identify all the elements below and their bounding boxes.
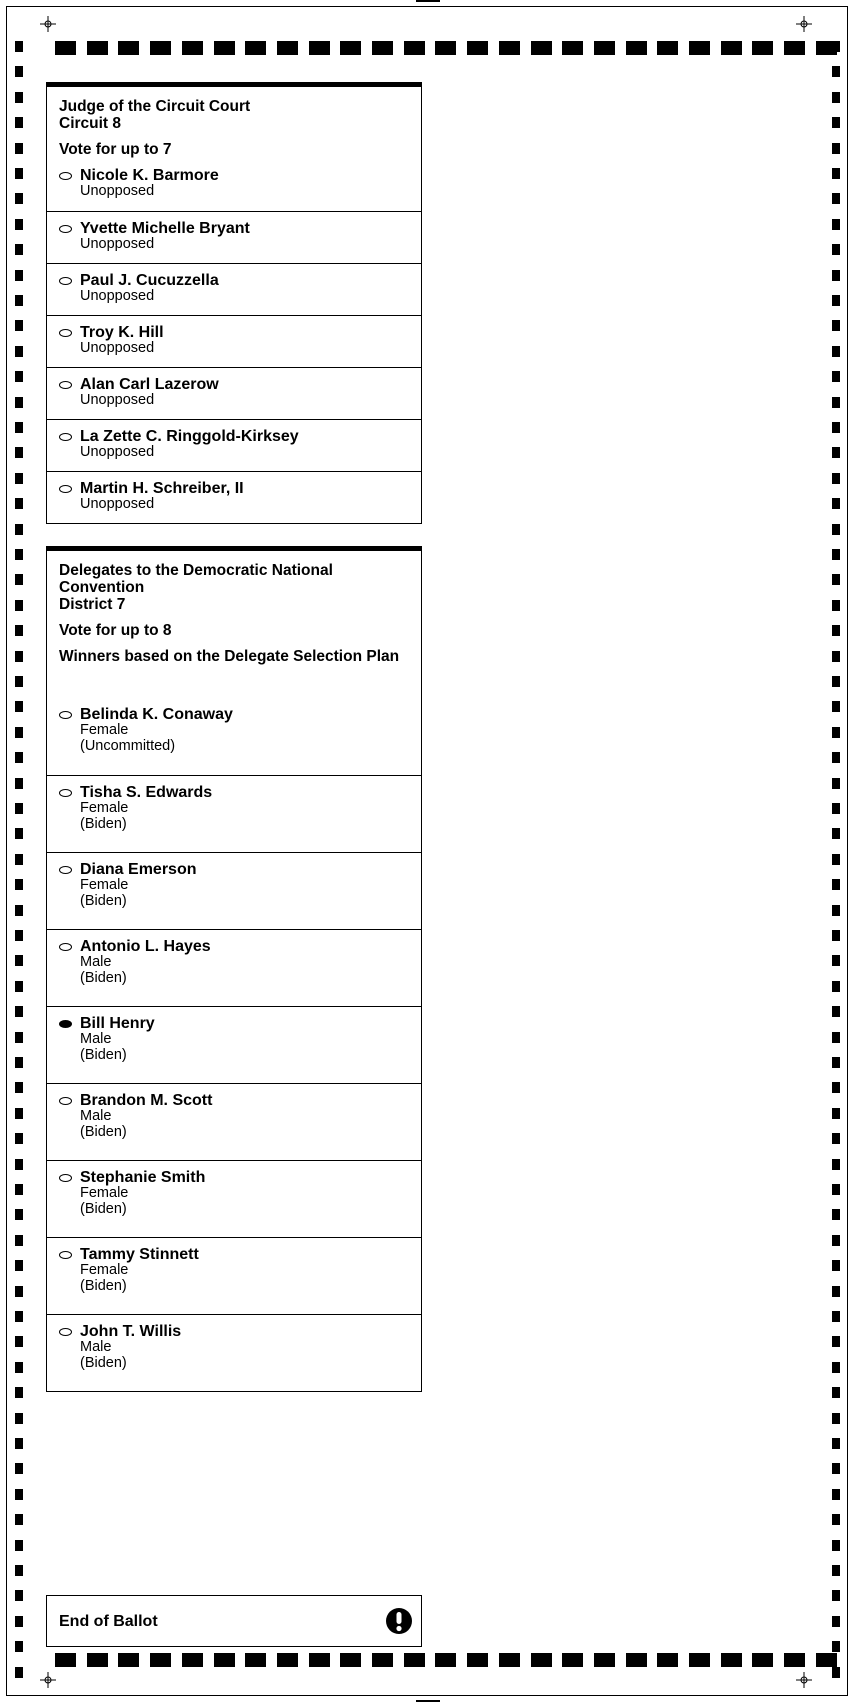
candidate-row[interactable] <box>47 315 421 367</box>
timing-mark <box>832 270 840 281</box>
timing-mark <box>832 193 840 204</box>
timing-mark <box>87 1653 108 1667</box>
timing-mark <box>499 1653 520 1667</box>
timing-mark <box>15 66 23 77</box>
candidate-name: Yvette Michelle Bryant <box>80 220 250 237</box>
timing-mark <box>832 168 840 179</box>
timing-mark <box>15 524 23 535</box>
timing-mark <box>15 828 23 839</box>
exclamation-icon <box>385 1607 413 1635</box>
timing-marks-left <box>15 0 23 1702</box>
timing-mark <box>467 41 488 55</box>
candidate-row[interactable] <box>47 698 421 775</box>
empty-oval-icon[interactable] <box>59 329 72 337</box>
timing-mark <box>309 41 330 55</box>
candidate-row[interactable] <box>47 1083 421 1160</box>
timing-mark <box>832 1336 840 1347</box>
contest-judge-circuit-court <box>46 82 422 524</box>
candidate-name: John T. Willis <box>80 1323 182 1340</box>
timing-marks-right <box>832 0 840 1702</box>
timing-mark <box>15 168 23 179</box>
timing-mark <box>832 1590 840 1601</box>
timing-mark <box>499 41 520 55</box>
candidate-detail: Female <box>80 722 129 738</box>
timing-mark <box>15 92 23 103</box>
timing-mark <box>832 219 840 230</box>
timing-mark <box>15 244 23 255</box>
contest-title: Judge of the Circuit Court <box>59 98 251 115</box>
timing-mark <box>15 701 23 712</box>
timing-mark <box>467 1653 488 1667</box>
timing-mark <box>832 346 840 357</box>
candidate-detail: (Biden) <box>80 1201 127 1217</box>
candidate-name: Bill Henry <box>80 1015 155 1032</box>
timing-mark <box>15 1565 23 1576</box>
vote-instruction: Vote for up to 8 <box>59 622 172 639</box>
timing-mark <box>832 1616 840 1627</box>
candidate-row[interactable] <box>47 929 421 1006</box>
candidate-list <box>47 159 421 523</box>
timing-mark <box>832 955 840 966</box>
timing-mark <box>214 41 235 55</box>
timing-mark <box>15 676 23 687</box>
timing-mark <box>832 117 840 128</box>
candidate-row[interactable] <box>47 1160 421 1237</box>
timing-mark <box>15 41 23 52</box>
selection-plan-note: Winners based on the Delegate Selection Plan <box>59 648 400 665</box>
timing-mark <box>832 1159 840 1170</box>
empty-oval-icon[interactable] <box>59 1174 72 1182</box>
timing-mark <box>832 447 840 458</box>
empty-oval-icon[interactable] <box>59 433 72 441</box>
timing-mark <box>832 701 840 712</box>
timing-mark <box>15 473 23 484</box>
candidate-row[interactable] <box>47 211 421 263</box>
timing-mark <box>832 1311 840 1322</box>
timing-mark <box>182 1653 203 1667</box>
timing-mark <box>832 1235 840 1246</box>
timing-mark <box>245 1653 266 1667</box>
timing-mark <box>15 1489 23 1500</box>
candidate-row[interactable] <box>47 263 421 315</box>
timing-mark <box>832 981 840 992</box>
candidate-name: Belinda K. Conaway <box>80 706 233 723</box>
timing-marks-top <box>0 41 856 55</box>
candidate-detail: (Biden) <box>80 816 127 832</box>
candidate-name: Stephanie Smith <box>80 1169 206 1186</box>
timing-mark <box>594 1653 615 1667</box>
candidate-list <box>47 698 421 1391</box>
candidate-detail: Unopposed <box>80 183 155 199</box>
timing-mark <box>15 600 23 611</box>
timing-mark <box>309 1653 330 1667</box>
timing-mark <box>689 41 710 55</box>
timing-mark <box>15 803 23 814</box>
timing-mark <box>832 1438 840 1449</box>
timing-mark <box>832 397 840 408</box>
timing-mark <box>15 422 23 433</box>
candidate-detail: Female <box>80 1262 129 1278</box>
timing-mark <box>626 41 647 55</box>
timing-mark <box>55 41 76 55</box>
empty-oval-icon[interactable] <box>59 485 72 493</box>
timing-mark <box>404 1653 425 1667</box>
candidate-detail: Female <box>80 1185 129 1201</box>
timing-mark <box>15 1235 23 1246</box>
candidate-detail: Female <box>80 877 129 893</box>
candidate-detail: (Biden) <box>80 1355 127 1371</box>
timing-mark <box>832 1489 840 1500</box>
timing-mark <box>832 1565 840 1576</box>
empty-oval-icon[interactable] <box>59 866 72 874</box>
timing-mark <box>15 1387 23 1398</box>
timing-mark <box>752 41 773 55</box>
candidate-row[interactable] <box>47 367 421 419</box>
timing-mark <box>832 1260 840 1271</box>
timing-mark <box>150 1653 171 1667</box>
timing-mark <box>832 828 840 839</box>
timing-mark <box>832 320 840 331</box>
timing-mark <box>832 1286 840 1297</box>
timing-mark <box>832 66 840 77</box>
timing-mark <box>15 447 23 458</box>
timing-mark <box>15 1540 23 1551</box>
candidate-detail: Unopposed <box>80 236 155 252</box>
timing-mark <box>150 41 171 55</box>
timing-mark <box>15 1057 23 1068</box>
timing-mark <box>15 1667 23 1678</box>
candidate-row[interactable] <box>47 1314 421 1391</box>
timing-mark <box>832 1108 840 1119</box>
candidate-name: Martin H. Schreiber, II <box>80 480 244 497</box>
registration-mark-icon <box>796 16 812 32</box>
timing-mark <box>15 1032 23 1043</box>
timing-mark <box>832 1667 840 1678</box>
candidate-name: La Zette C. Ringgold-Kirksey <box>80 428 299 445</box>
timing-mark <box>15 778 23 789</box>
candidate-row[interactable] <box>47 159 421 211</box>
timing-mark <box>562 41 583 55</box>
timing-mark <box>832 422 840 433</box>
candidate-detail: Unopposed <box>80 340 155 356</box>
timing-mark <box>15 1641 23 1652</box>
timing-mark <box>594 41 615 55</box>
timing-mark <box>832 524 840 535</box>
timing-mark <box>832 574 840 585</box>
contest-title: Delegates to the Democratic National <box>59 562 333 579</box>
timing-mark <box>340 1653 361 1667</box>
timing-mark <box>832 727 840 738</box>
timing-mark <box>15 1082 23 1093</box>
timing-mark <box>832 854 840 865</box>
timing-mark <box>832 803 840 814</box>
timing-mark <box>15 320 23 331</box>
timing-mark <box>784 1653 805 1667</box>
timing-mark <box>832 905 840 916</box>
timing-mark <box>277 41 298 55</box>
timing-mark <box>15 981 23 992</box>
timing-mark <box>435 41 456 55</box>
timing-mark <box>15 1108 23 1119</box>
timing-mark <box>15 1514 23 1525</box>
timing-mark <box>832 1082 840 1093</box>
candidate-row[interactable] <box>47 1237 421 1314</box>
timing-mark <box>15 955 23 966</box>
candidate-name: Tammy Stinnett <box>80 1246 199 1263</box>
empty-oval-icon[interactable] <box>59 789 72 797</box>
timing-mark <box>15 1463 23 1474</box>
timing-mark <box>832 676 840 687</box>
timing-mark <box>87 41 108 55</box>
timing-mark <box>15 1336 23 1347</box>
timing-mark <box>531 1653 552 1667</box>
timing-mark <box>832 930 840 941</box>
contest-dnc-delegates <box>46 546 422 1392</box>
timing-mark <box>832 1463 840 1474</box>
timing-mark <box>832 752 840 763</box>
timing-mark <box>15 1159 23 1170</box>
timing-mark <box>118 41 139 55</box>
timing-mark <box>404 41 425 55</box>
timing-mark <box>55 1653 76 1667</box>
filled-oval-icon[interactable] <box>59 1020 72 1028</box>
candidate-detail: Unopposed <box>80 392 155 408</box>
timing-mark <box>15 727 23 738</box>
timing-mark <box>15 1362 23 1373</box>
empty-oval-icon[interactable] <box>59 277 72 285</box>
timing-mark <box>832 41 840 52</box>
timing-mark <box>626 1653 647 1667</box>
timing-mark <box>832 143 840 154</box>
timing-mark <box>15 1311 23 1322</box>
timing-mark <box>15 143 23 154</box>
timing-mark <box>15 905 23 916</box>
timing-marks-bottom <box>0 1653 856 1667</box>
timing-mark <box>832 244 840 255</box>
empty-oval-icon[interactable] <box>59 225 72 233</box>
timing-mark <box>15 854 23 865</box>
timing-mark <box>832 498 840 509</box>
timing-mark <box>435 1653 456 1667</box>
empty-oval-icon[interactable] <box>59 1251 72 1259</box>
candidate-name: Brandon M. Scott <box>80 1092 213 1109</box>
timing-mark <box>657 41 678 55</box>
timing-mark <box>784 41 805 55</box>
timing-mark <box>15 346 23 357</box>
timing-mark <box>15 651 23 662</box>
top-center-tick <box>416 0 440 2</box>
empty-oval-icon[interactable] <box>59 172 72 180</box>
timing-mark <box>657 1653 678 1667</box>
timing-mark <box>832 600 840 611</box>
timing-mark <box>182 41 203 55</box>
empty-oval-icon[interactable] <box>59 943 72 951</box>
timing-mark <box>832 651 840 662</box>
end-of-ballot-box <box>46 1595 422 1647</box>
timing-mark <box>689 1653 710 1667</box>
timing-mark <box>15 1260 23 1271</box>
timing-mark <box>15 371 23 382</box>
timing-mark <box>832 1006 840 1017</box>
candidate-detail: (Biden) <box>80 970 127 986</box>
timing-mark <box>832 1514 840 1525</box>
timing-mark <box>15 1184 23 1195</box>
candidate-name: Paul J. Cucuzzella <box>80 272 219 289</box>
candidate-row[interactable] <box>47 419 421 471</box>
timing-mark <box>832 1184 840 1195</box>
timing-mark <box>372 1653 393 1667</box>
timing-mark <box>214 1653 235 1667</box>
contest-title-continued: Convention <box>59 579 145 596</box>
timing-mark <box>832 1133 840 1144</box>
empty-oval-icon[interactable] <box>59 711 72 719</box>
timing-mark <box>15 549 23 560</box>
candidate-name: Diana Emerson <box>80 861 197 878</box>
contest-subtitle: Circuit 8 <box>59 115 122 132</box>
timing-mark <box>832 92 840 103</box>
timing-mark <box>372 41 393 55</box>
candidate-detail: (Biden) <box>80 1278 127 1294</box>
timing-mark <box>15 270 23 281</box>
timing-mark <box>15 930 23 941</box>
timing-mark <box>15 498 23 509</box>
timing-mark <box>15 397 23 408</box>
timing-mark <box>277 1653 298 1667</box>
timing-mark <box>531 41 552 55</box>
timing-mark <box>832 371 840 382</box>
candidate-detail: (Biden) <box>80 1124 127 1140</box>
timing-mark <box>832 295 840 306</box>
timing-mark <box>832 1387 840 1398</box>
timing-mark <box>15 1413 23 1424</box>
candidate-detail: Male <box>80 1339 112 1355</box>
registration-mark-icon <box>40 1672 56 1688</box>
timing-mark <box>832 473 840 484</box>
candidate-name: Troy K. Hill <box>80 324 164 341</box>
timing-mark <box>721 1653 742 1667</box>
candidate-detail: (Uncommitted) <box>80 738 176 754</box>
timing-mark <box>832 1413 840 1424</box>
timing-mark <box>752 1653 773 1667</box>
candidate-detail: (Biden) <box>80 1047 127 1063</box>
timing-mark <box>15 219 23 230</box>
timing-mark <box>832 549 840 560</box>
timing-mark <box>562 1653 583 1667</box>
candidate-row[interactable] <box>47 471 421 523</box>
timing-mark <box>15 752 23 763</box>
timing-mark <box>118 1653 139 1667</box>
candidate-detail: Male <box>80 1108 112 1124</box>
timing-mark <box>832 625 840 636</box>
empty-oval-icon[interactable] <box>59 1097 72 1105</box>
timing-mark <box>15 1006 23 1017</box>
candidate-name: Nicole K. Barmore <box>80 167 219 184</box>
timing-mark <box>245 41 266 55</box>
contest-subtitle: District 7 <box>59 596 126 613</box>
candidate-detail: Unopposed <box>80 496 155 512</box>
registration-mark-icon <box>796 1672 812 1688</box>
timing-mark <box>832 1057 840 1068</box>
candidate-row[interactable] <box>47 775 421 852</box>
timing-mark <box>15 879 23 890</box>
candidate-detail: Female <box>80 800 129 816</box>
contest-header <box>47 551 421 671</box>
timing-mark <box>15 1209 23 1220</box>
contest-header <box>47 87 421 164</box>
timing-mark <box>15 117 23 128</box>
candidate-detail: (Biden) <box>80 893 127 909</box>
timing-mark <box>832 879 840 890</box>
timing-mark <box>15 295 23 306</box>
timing-mark <box>340 41 361 55</box>
registration-mark-icon <box>40 16 56 32</box>
candidate-detail: Male <box>80 954 112 970</box>
candidate-name: Alan Carl Lazerow <box>80 376 219 393</box>
candidate-row[interactable] <box>47 852 421 929</box>
vote-instruction: Vote for up to 7 <box>59 141 172 158</box>
timing-mark <box>832 1209 840 1220</box>
empty-oval-icon[interactable] <box>59 381 72 389</box>
timing-mark <box>832 1362 840 1373</box>
timing-mark <box>832 1032 840 1043</box>
candidate-row[interactable] <box>47 1006 421 1083</box>
candidate-name: Antonio L. Hayes <box>80 938 211 955</box>
timing-mark <box>15 625 23 636</box>
timing-mark <box>832 1540 840 1551</box>
timing-mark <box>721 41 742 55</box>
timing-mark <box>15 1616 23 1627</box>
timing-mark <box>15 193 23 204</box>
timing-mark <box>15 1590 23 1601</box>
candidate-detail: Unopposed <box>80 444 155 460</box>
timing-mark <box>832 1641 840 1652</box>
timing-mark <box>15 1286 23 1297</box>
timing-mark <box>832 778 840 789</box>
candidate-detail: Unopposed <box>80 288 155 304</box>
empty-oval-icon[interactable] <box>59 1328 72 1336</box>
timing-mark <box>15 1438 23 1449</box>
end-of-ballot-label: End of Ballot <box>59 1613 158 1630</box>
timing-mark <box>15 574 23 585</box>
candidate-detail: Male <box>80 1031 112 1047</box>
candidate-name: Tisha S. Edwards <box>80 784 213 801</box>
timing-mark <box>15 1133 23 1144</box>
